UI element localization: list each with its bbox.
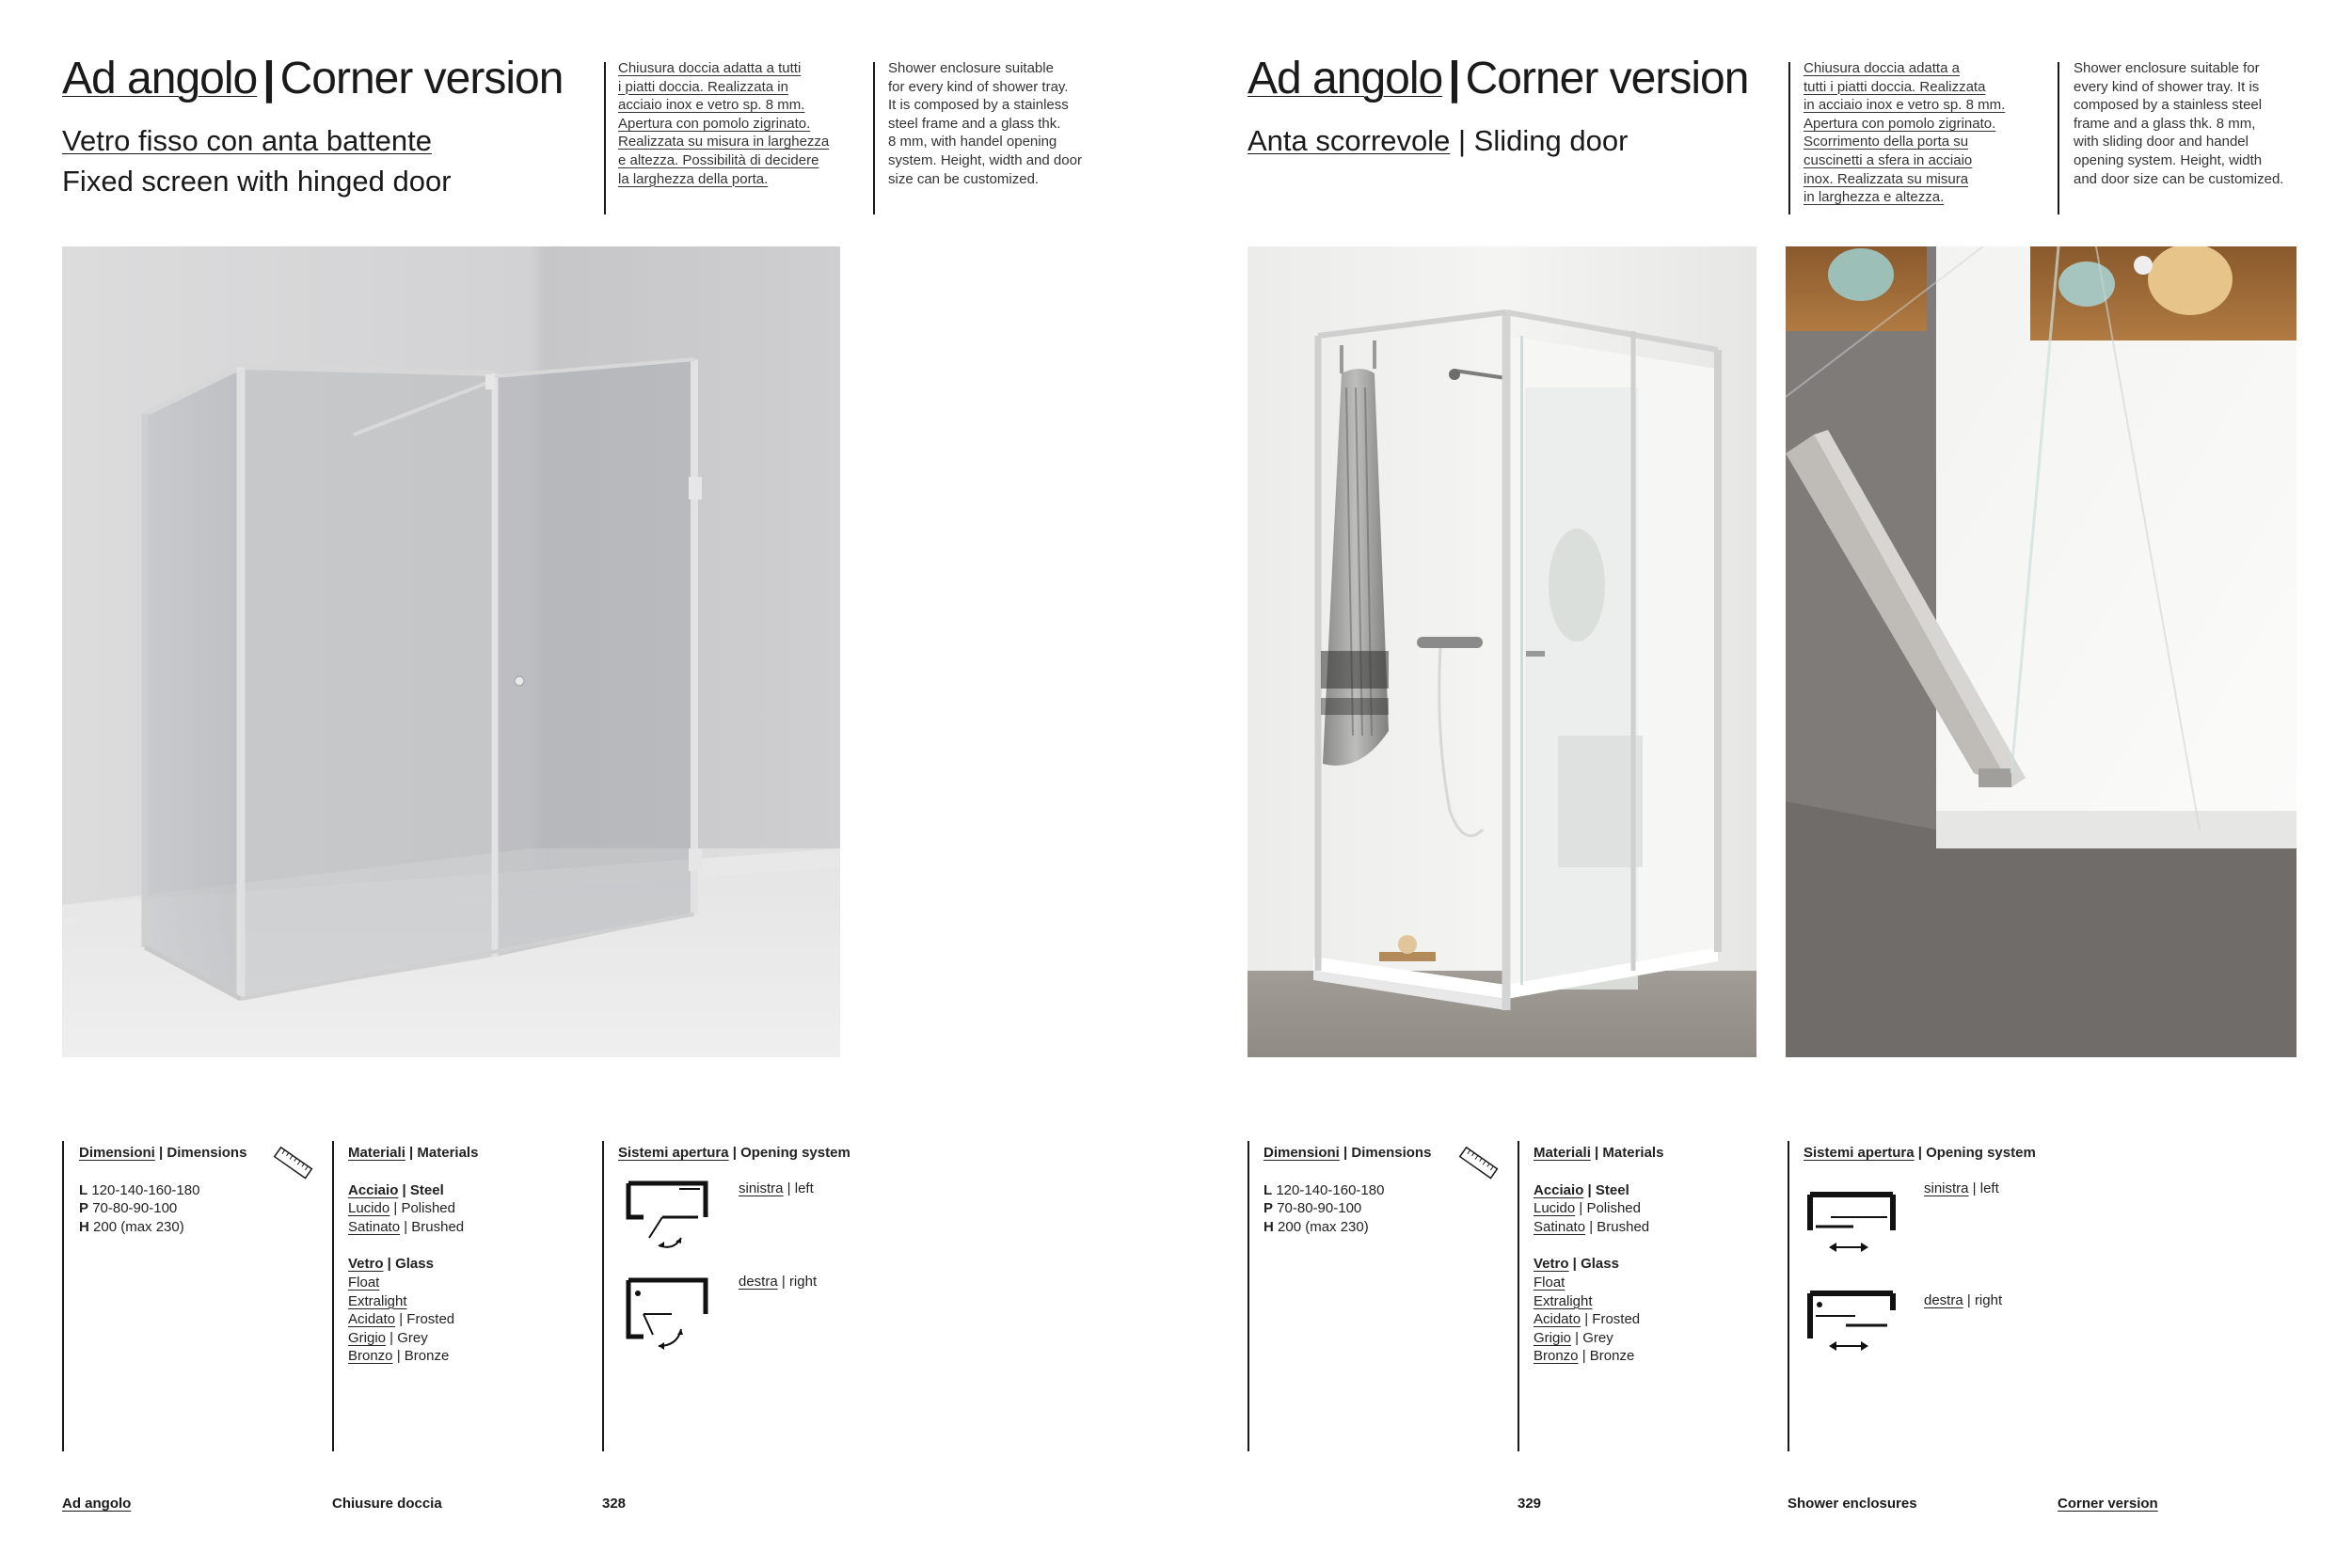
right-description-it: Chiusura doccia adatta a tutti i piatti doccia. Realizzata in acciaio inox e vetro sp. 8 mm. Apertura con pomolo zigrinato. Scorrimento della porta su cuscinetti a sfera in acciaio inox. Realizzata su misura in larghezza e altezza. [1804, 60, 2006, 206]
left-title-en: Corner version [279, 54, 564, 103]
right-dimensions-block [1263, 1144, 1431, 1236]
dimension-row-p: P 70-80-90-100 [79, 1200, 178, 1217]
right-title-it: Ad angolo [1248, 54, 1443, 103]
glass-heading: Vetro | Glass [348, 1256, 434, 1273]
dimension-row-l: L 120-140-160-180 [79, 1181, 200, 1198]
glass-type-float: Float [1534, 1274, 1565, 1291]
footer-left-page-number: 328 [602, 1496, 627, 1512]
ruler-icon [1455, 1145, 1501, 1182]
opening-left-label: sinistra | left [739, 1180, 814, 1196]
footer-right-page-number: 329 [1518, 1496, 1542, 1512]
opening-right-label: destra | right [739, 1274, 818, 1290]
hinged-door-left-icon [625, 1180, 709, 1259]
glass-type-grey: Grigio | Grey [1534, 1329, 1613, 1346]
right-dimensions-heading: Dimensioni | Dimensions [1263, 1145, 1432, 1161]
left-opening-block [618, 1144, 850, 1181]
sliding-door-right-icon [1804, 1288, 1899, 1359]
left-page-title [62, 51, 563, 107]
steel-heading: Acciaio | Steel [348, 1181, 444, 1198]
glass-type-frosted: Acidato | Frosted [348, 1311, 455, 1328]
right-product-photo [1248, 246, 1756, 1057]
footer-right-category: Shower enclosures [1788, 1496, 1917, 1512]
glass-type-extralight: Extralight [348, 1292, 407, 1309]
left-description-en: Shower enclosure suitable for every kind of shower tray. It is composed by a stainless steel frame and a glass thk. 8 mm, with handel opening system. Height, width and door size can be customized. [888, 60, 1082, 187]
right-description-en: Shower enclosure suitable for every kind of shower tray. It is composed by a stainless steel frame and a glass thk. 8 mm, with sliding door and handel opening system. Height, width and door size can be customized. [2074, 60, 2284, 187]
footer-left-category: Chiusure doccia [332, 1496, 442, 1512]
right-desc-divider-1 [1788, 62, 1790, 214]
left-spec-divider-3 [602, 1141, 604, 1451]
right-subtitle: Anta scorrevole | Sliding door [1248, 124, 1629, 157]
left-title-separator: | [262, 54, 275, 103]
right-page-title [1248, 51, 1748, 107]
steel-finish-polished: Lucido | Polished [1534, 1200, 1641, 1217]
right-spec-divider-3 [1788, 1141, 1789, 1451]
right-spec-divider-1 [1248, 1141, 1249, 1451]
right-spec-divider-2 [1518, 1141, 1519, 1451]
left-subtitle-it: Vetro fisso con anta battente [62, 124, 432, 157]
left-title-it: Ad angolo [62, 54, 258, 103]
opening-left-label: sinistra | left [1924, 1180, 1999, 1196]
left-materials-block [348, 1144, 478, 1366]
right-materials-block [1534, 1144, 1663, 1366]
left-description-it: Chiusura doccia adatta a tutti i piatti doccia. Realizzata in acciaio inox e vetro sp. 8 mm. Apertura con pomolo zigrinato. Realizzata su misura in larghezza e altezza. Possibilità di decidere la larghezza della porta. [618, 60, 830, 187]
steel-finish-polished: Lucido | Polished [348, 1200, 455, 1217]
glass-type-bronze: Bronzo | Bronze [1534, 1348, 1635, 1365]
glass-heading: Vetro | Glass [1534, 1256, 1619, 1273]
left-dimensions-block [79, 1144, 246, 1236]
dimension-row-p: P 70-80-90-100 [1263, 1200, 1362, 1217]
glass-type-float: Float [348, 1274, 380, 1291]
opening-right-label: destra | right [1924, 1292, 2003, 1308]
glass-type-extralight: Extralight [1534, 1292, 1593, 1309]
right-detail-photo [1786, 246, 2296, 1057]
steel-heading: Acciaio | Steel [1534, 1181, 1629, 1198]
steel-finish-brushed: Satinato | Brushed [348, 1218, 465, 1235]
footer-right-section: Corner version [2058, 1496, 2158, 1512]
right-opening-heading: Sistemi apertura | Opening system [1804, 1145, 2036, 1161]
steel-finish-brushed: Satinato | Brushed [1534, 1218, 1650, 1235]
ruler-icon [270, 1145, 315, 1182]
left-subtitle-en: Fixed screen with hinged door [62, 165, 452, 198]
dimension-row-h: H 200 (max 230) [1263, 1218, 1369, 1235]
left-spec-divider-2 [332, 1141, 334, 1451]
glass-type-frosted: Acidato | Frosted [1534, 1311, 1641, 1328]
right-title-en: Corner version [1465, 54, 1749, 103]
left-materials-heading: Materiali | Materials [348, 1145, 479, 1161]
glass-type-grey: Grigio | Grey [348, 1329, 428, 1346]
glass-type-bronze: Bronzo | Bronze [348, 1348, 450, 1365]
left-product-photo [62, 246, 840, 1057]
left-opening-heading: Sistemi apertura | Opening system [618, 1145, 850, 1161]
hinged-door-right-icon [625, 1276, 709, 1355]
left-desc-divider-1 [604, 62, 606, 214]
sliding-door-left-icon [1804, 1189, 1899, 1260]
right-opening-block [1804, 1144, 2036, 1181]
right-title-separator: | [1448, 54, 1460, 103]
dimension-row-l: L 120-140-160-180 [1263, 1181, 1385, 1198]
right-desc-divider-2 [2058, 62, 2059, 214]
footer-left-section: Ad angolo [62, 1496, 132, 1512]
dimension-row-h: H 200 (max 230) [79, 1218, 184, 1235]
left-desc-divider-2 [873, 62, 875, 214]
left-spec-divider-1 [62, 1141, 64, 1451]
left-dimensions-heading: Dimensioni | Dimensions [79, 1145, 247, 1161]
right-materials-heading: Materiali | Materials [1534, 1145, 1664, 1161]
